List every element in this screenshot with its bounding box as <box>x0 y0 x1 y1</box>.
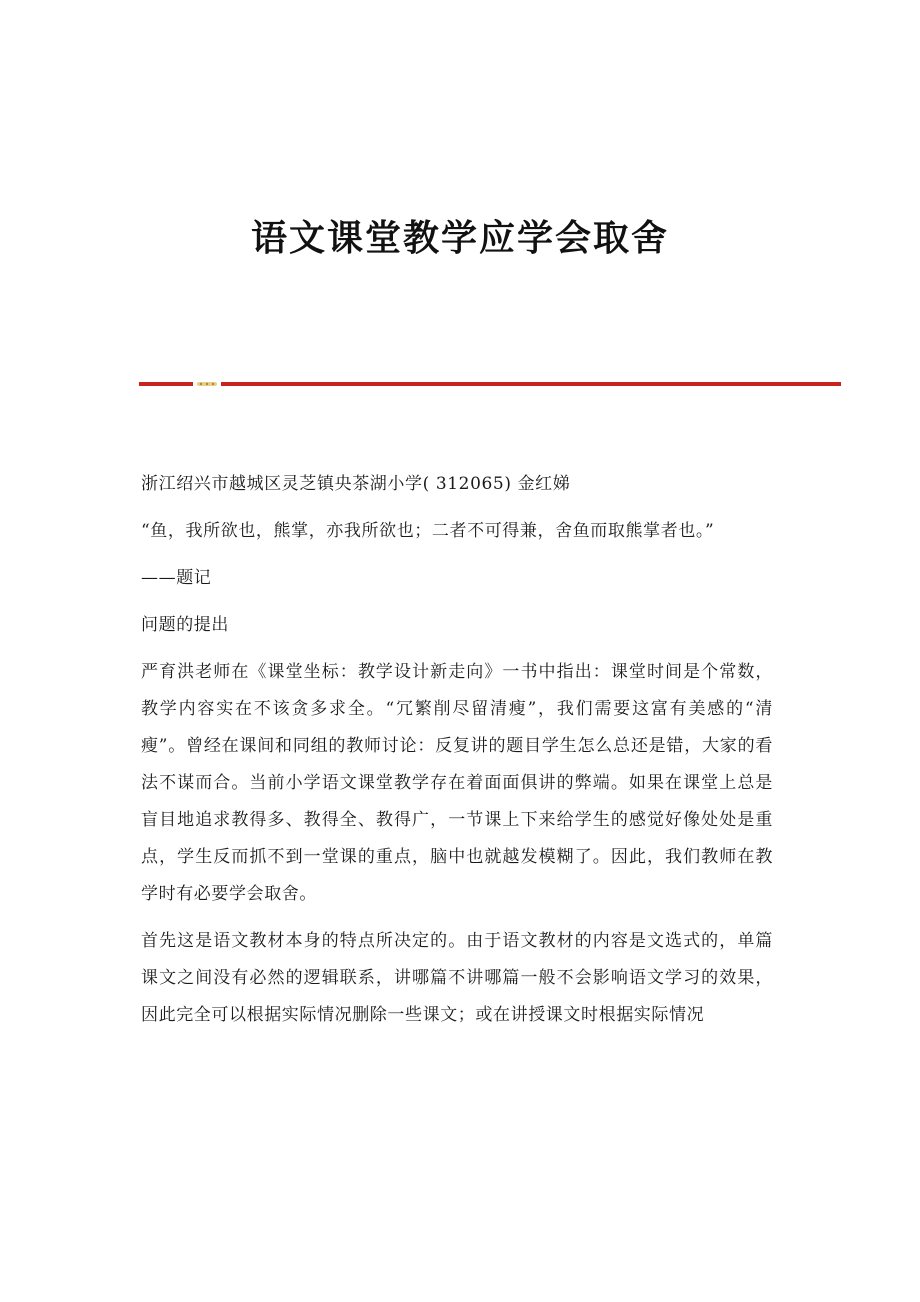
epigraph: “鱼，我所欲也，熊掌，亦我所欲也；二者不可得兼，舍鱼而取熊掌者也。” <box>141 521 715 541</box>
divider-bar-left <box>139 382 193 386</box>
body-paragraph: 严育洪老师在《课堂坐标：教学设计新走向》一书中指出：课堂时间是个常数，教学内容实在不该贪多求全。“冗繁削尽留清瘦”，我们需要这富有美感的“清瘦”。曾经在课间和同组的教师讨论：反复讲的题目学生怎么总还是错，大家的看法不谋而合。当前小学语文课堂教学存在着面面俱讲的弊端。如果在课堂上总是盲目地追求教得多、教得全、教得广，一节课上下来给学生的感觉好像处处是重点，学生反而抓不到一堂课的重点，脑中也就越发模糊了。因此，我们教师在教学时有必要学会取舍。 <box>141 662 773 904</box>
title-divider <box>139 381 841 387</box>
author-line: 浙江绍兴市越城区灵芝镇央茶湖小学( 312065) 金红娣 <box>141 474 571 494</box>
epigraph-note: ——题记 <box>141 568 212 588</box>
body-paragraph: 首先这是语文教材本身的特点所决定的。由于语文教材的内容是文选式的，单篇课文之间没有必然的逻辑联系，讲哪篇不讲哪篇一般不会影响语文学习的效果，因此完全可以根据实际情况删除一些课文；或在讲授课文时根据实际情况 <box>141 931 773 1025</box>
section-heading: 问题的提出 <box>141 615 229 635</box>
divider-bar-right <box>221 382 841 386</box>
document-title: 语文课堂教学应学会取舍 <box>250 217 669 259</box>
document-body <box>141 466 773 1044</box>
divider-ornament-icon <box>197 381 217 387</box>
